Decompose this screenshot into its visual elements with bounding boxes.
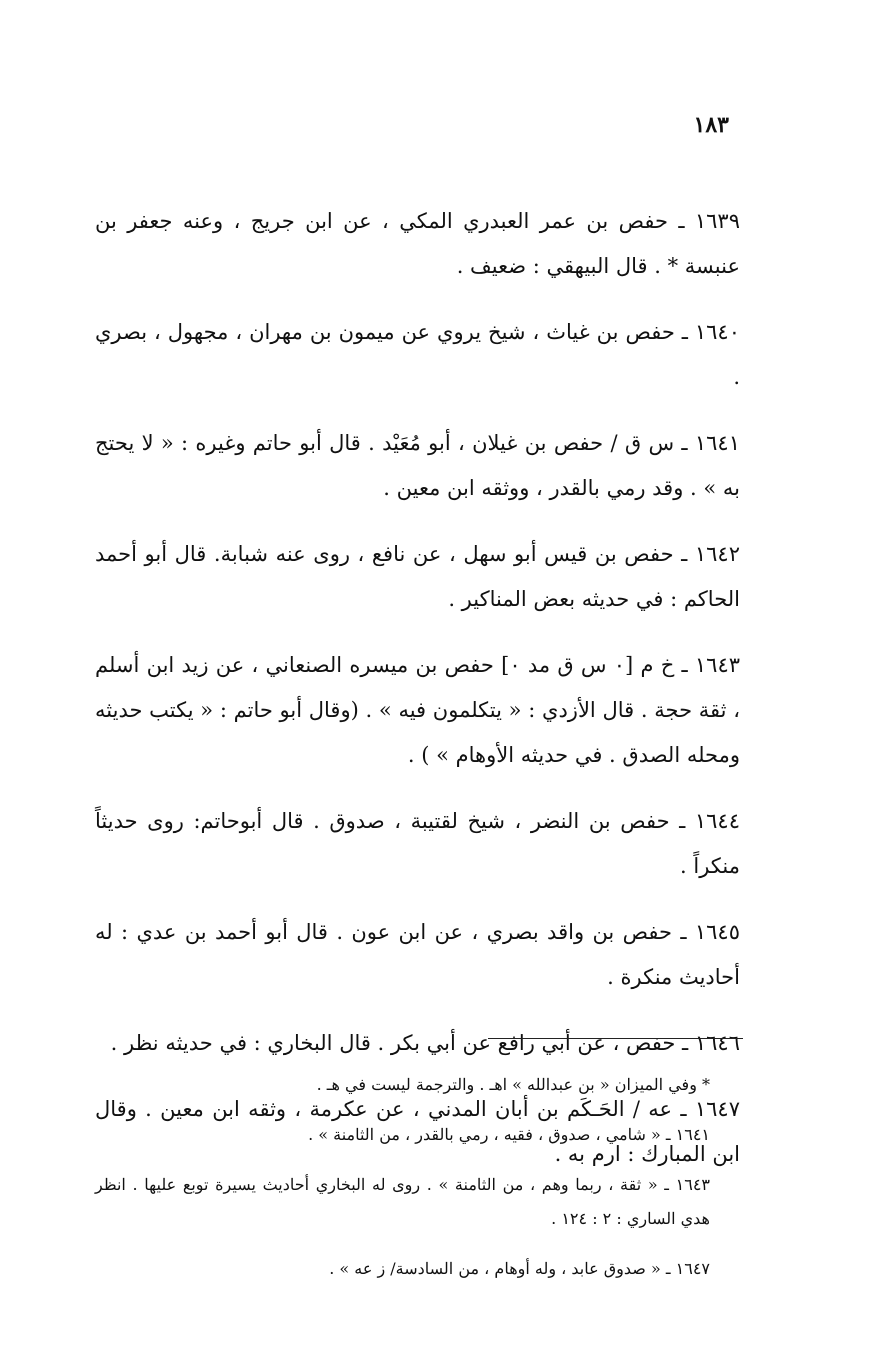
entry-1640: ١٦٤٠ ـ حفص بن غياث ، شيخ يروي عن ميمون بن مهران ، مجهول ، بصري . bbox=[95, 320, 740, 389]
entry-1647: ١٦٤٧ ـ عه / الحَـكَم بن أبان المدني ، عن عكرمة ، وثقه ابن معين . وقال ابن المبارك : ارم به . bbox=[95, 1097, 740, 1166]
entry-1641: ١٦٤١ ـ س ق / حفص بن غيلان ، أبو مُعَيْد . قال أبو حاتم وغيره : « لا يحتج به » . وقد رمي بالقدر ، ووثقه ابن معين . bbox=[95, 431, 740, 500]
page-number: ١٨٣ bbox=[693, 112, 729, 138]
entry-1644: ١٦٤٤ ـ حفص بن النضر ، شيخ لقتيبة ، صدوق . قال أبوحاتم: روى حديثاً منكراً . bbox=[95, 809, 740, 878]
entry-1643: ١٦٤٣ ـ خ م [٠ س ق مد ٠] حفص بن ميسره الصنعاني ، عن زيد ابن أسلم ، ثقة حجة . قال الأزدي : « يتكلمون فيه » . (وقال أبو حاتم : « يكتب حديثه ومحله الصدق . في حديثه الأوهام » ) . bbox=[95, 653, 741, 767]
entry-1646: ١٦٤٦ ـ حفص ، عن أبي رافع عن أبي بكر . قال البخاري : في حديثه نظر . bbox=[110, 1031, 740, 1055]
footnote-divider bbox=[488, 1038, 743, 1039]
entry-1642: ١٦٤٢ ـ حفص بن قيس أبو سهل ، عن نافع ، روى عنه شبابة. قال أبو أحمد الحاكم : في حديثه بعض المناكير . bbox=[95, 542, 740, 611]
footnote-star: * وفي الميزان « بن عبدالله » اهـ . والترجمة ليست في هـ . bbox=[316, 1075, 710, 1094]
main-text bbox=[95, 178, 740, 1177]
footnote-1643: ١٦٤٣ ـ « ثقة ، ربما وهم ، من الثامنة » . روى له البخاري أحاديث يسيرة توبع عليها . انظر هدي الساري : ٢ : ١٢٤ . bbox=[95, 1175, 710, 1228]
entry-1645: ١٦٤٥ ـ حفص بن واقد بصري ، عن ابن عون . قال أبو أحمد بن عدي : له أحاديث منكرة . bbox=[95, 920, 740, 989]
footnotes bbox=[95, 1052, 710, 1302]
entry-1639: ١٦٣٩ ـ حفص بن عمر العبدري المكي ، عن ابن جريج ، وعنه جعفر بن عنبسة * . قال البيهقي : ضعيف . bbox=[95, 209, 740, 278]
footnote-1647: ١٦٤٧ ـ « صدوق عابد ، وله أوهام ، من السادسة/ ز عه » . bbox=[329, 1259, 710, 1278]
footnote-1641: ١٦٤١ ـ « شامي ، صدوق ، فقيه ، رمي بالقدر ، من الثامنة » . bbox=[308, 1125, 710, 1144]
